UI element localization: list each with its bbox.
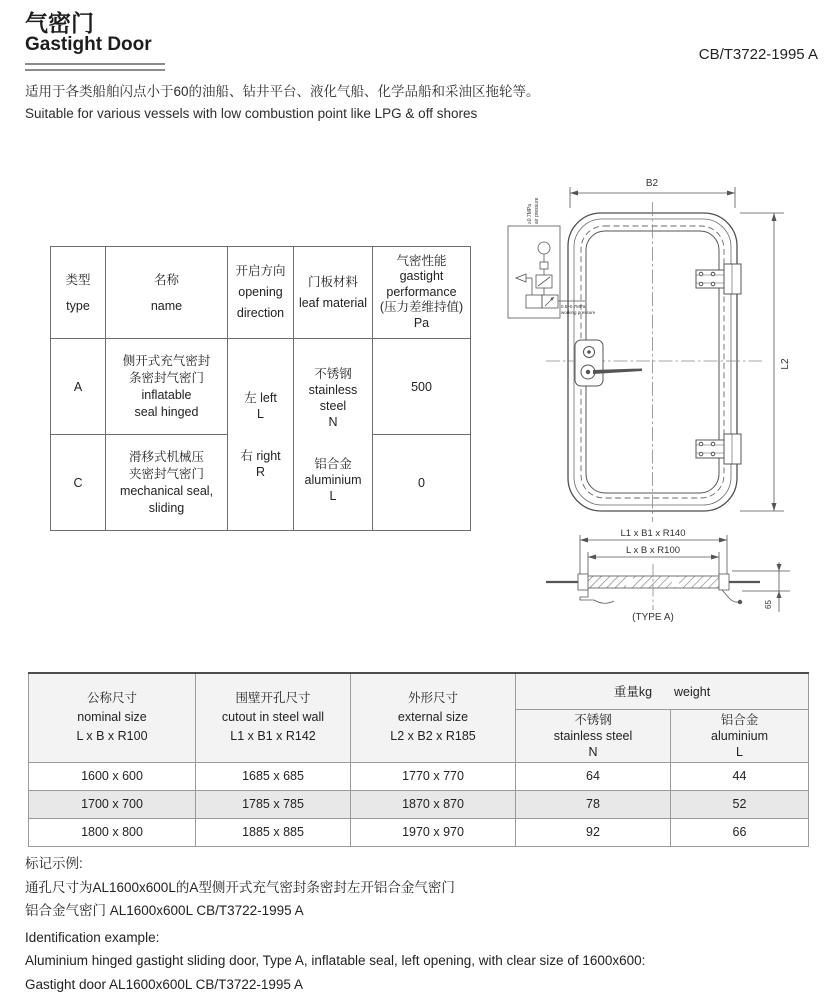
size-header-steel — [516, 709, 671, 762]
cutout-zh: 围壁开孔尺寸 — [235, 691, 311, 706]
cell-performance-c: 0 — [373, 435, 471, 531]
cell-type-c: C — [51, 435, 106, 531]
marking-line2-en: Gastight door AL1600x600L CB/T3722-1995 A — [25, 976, 303, 992]
nominal-formula: L x B x R100 — [76, 729, 148, 744]
header-type-zh: 类型 — [65, 272, 91, 287]
direction-left-label: 左 left — [244, 390, 277, 405]
marking-line1-zh: 通孔尺寸为AL1600x600L的A型侧开式充气密封条密封左开铝合金气密门 — [25, 879, 455, 895]
size-header-cutout — [196, 673, 351, 762]
cell-weight-alu: 44 — [671, 762, 809, 790]
cell-weight-steel: 92 — [516, 818, 671, 846]
weight-group-zh: 重量kg — [613, 685, 653, 700]
dimension-cutout-label: L1 x B1 x R140 — [620, 528, 686, 539]
material-steel-code: N — [328, 414, 338, 429]
marking-label-zh: 标记示例: — [25, 856, 83, 871]
name-c-en1: mechanical seal, — [119, 483, 214, 498]
title-underline — [25, 63, 165, 71]
spec-header-row — [51, 247, 471, 339]
air-pressure-label-1: ≥0.7MPa — [527, 204, 533, 224]
material-steel-zh: 不锈钢 — [314, 366, 352, 381]
cell-weight-steel: 78 — [516, 790, 671, 818]
cell-name-c — [106, 435, 228, 531]
spec-table — [50, 246, 471, 531]
header-name-en: name — [150, 298, 183, 313]
steel-en: stainless steel — [553, 728, 633, 743]
cell-nominal: 1700 x 700 — [29, 790, 196, 818]
spec-header-type — [51, 247, 106, 339]
header-mat-zh: 门板材料 — [307, 274, 358, 289]
marking-line2-zh: 铝合金气密门 AL1600x600L CB/T3722-1995 A — [25, 903, 304, 918]
material-alu — [305, 456, 362, 504]
cell-nominal: 1600 x 600 — [29, 762, 196, 790]
cell-external: 1870 x 870 — [351, 790, 516, 818]
cell-performance-a: 500 — [373, 339, 471, 435]
section-type-label: (TYPE A) — [632, 612, 674, 623]
cell-weight-alu: 52 — [671, 790, 809, 818]
material-alu-zh: 铝合金 — [314, 456, 352, 471]
direction-left — [244, 390, 277, 422]
cell-weight-steel: 64 — [516, 762, 671, 790]
alu-en: aluminium — [711, 728, 768, 743]
name-a-en2: seal hinged — [134, 404, 199, 419]
size-row-1700 — [29, 790, 809, 818]
size-header-alu — [671, 709, 809, 762]
technical-drawing — [500, 168, 830, 660]
size-header-nominal — [29, 673, 196, 762]
size-row-1800 — [29, 818, 809, 846]
header-type-en: type — [66, 298, 90, 313]
header-perf-en1: gastight — [399, 269, 444, 284]
cell-cutout: 1685 x 685 — [196, 762, 351, 790]
size-row-1600 — [29, 762, 809, 790]
dimension-depth-label: 65 — [764, 600, 773, 609]
name-a-en1: inflatable — [141, 387, 192, 402]
size-header-weight-group — [516, 673, 809, 709]
dimension-l2 — [740, 213, 791, 511]
spec-header-direction — [228, 247, 294, 339]
external-zh: 外形尺寸 — [407, 691, 458, 706]
name-a-zh2: 条密封气密门 — [128, 370, 204, 385]
spec-row-a — [51, 339, 471, 435]
size-header-external — [351, 673, 516, 762]
header-name-zh: 名称 — [153, 272, 179, 287]
direction-left-code: L — [257, 406, 264, 421]
material-alu-code: L — [329, 488, 337, 503]
nominal-zh: 公称尺寸 — [86, 691, 137, 706]
cell-external: 1770 x 770 — [351, 762, 516, 790]
dimension-b2-label: B2 — [645, 178, 659, 189]
material-steel — [296, 366, 370, 430]
working-pressure-label-1: 0.5~0.7MPa — [561, 304, 586, 309]
description-zh: 适用于各类船舶闪点小于60的油船、钻井平台、液化气船、化学品船和采油区拖轮等。 — [25, 84, 540, 99]
cell-name-a — [106, 339, 228, 435]
header-dir-zh: 开启方向 — [235, 264, 286, 278]
external-formula: L2 x B2 x R185 — [390, 729, 476, 744]
description-en: Suitable for various vessels with low combustion point like LPG & off shores — [25, 106, 478, 121]
cell-direction — [228, 339, 294, 531]
header-perf-zh: 气密性能 — [396, 253, 447, 268]
header-mat-en: leaf material — [298, 295, 368, 310]
direction-right-label: 右 right — [240, 448, 281, 463]
direction-right-code: R — [255, 464, 265, 479]
material-alu-en: aluminium — [304, 472, 362, 487]
header-perf-zh2: (压力差维持值) — [379, 300, 464, 315]
header-dir-en2: direction — [236, 306, 285, 320]
cell-external: 1970 x 970 — [351, 818, 516, 846]
marking-label-en: Identification example: — [25, 929, 160, 945]
nominal-en: nominal size — [77, 710, 147, 725]
alu-code: L — [736, 744, 743, 759]
header-perf-en2: performance — [386, 284, 457, 299]
header-perf-unit: Pa — [413, 315, 430, 330]
page-title-en: Gastight Door — [25, 34, 152, 55]
cell-type-a: A — [51, 339, 106, 435]
description — [25, 81, 540, 125]
cell-weight-alu: 66 — [671, 818, 809, 846]
material-steel-en: stainless steel — [308, 382, 358, 413]
name-a-zh1: 侧开式充气密封 — [122, 353, 211, 368]
dimension-l2-label: L2 — [780, 358, 791, 370]
cell-cutout: 1885 x 885 — [196, 818, 351, 846]
weight-group-en: weight — [674, 685, 711, 700]
identification-example — [25, 852, 645, 996]
standard-number: CB/T3722-1995 A — [698, 46, 818, 63]
direction-right — [240, 448, 280, 480]
cutout-en: cutout in steel wall — [221, 710, 325, 725]
working-pressure-label-2: working pressure — [561, 310, 596, 315]
dimension-clear-label: L x B x R100 — [625, 545, 681, 556]
alu-zh: 铝合金 — [720, 712, 759, 727]
cell-nominal: 1800 x 800 — [29, 818, 196, 846]
door-section-view — [546, 528, 790, 623]
cell-material — [294, 339, 373, 531]
name-c-zh1: 滑移式机械压 — [128, 449, 204, 464]
external-en: external size — [397, 710, 469, 725]
header-dir-en1: opening — [238, 285, 283, 299]
page-title-zh: 气密门 — [25, 10, 94, 36]
steel-zh: 不锈钢 — [574, 712, 612, 727]
cell-cutout: 1785 x 785 — [196, 790, 351, 818]
name-c-en2: sliding — [148, 500, 185, 515]
marking-line1-en: Aluminium hinged gastight sliding door, Type A, inflatable seal, left opening, with clear size of 1600x600: — [25, 953, 646, 968]
spec-header-name — [106, 247, 228, 339]
size-header-group-row — [29, 673, 809, 709]
steel-code: N — [588, 744, 598, 759]
spec-header-material — [294, 247, 373, 339]
air-pressure-label-2: air pressure — [534, 197, 540, 224]
spec-header-performance — [373, 247, 471, 339]
name-c-zh2: 夹密封气密门 — [128, 466, 204, 481]
size-table — [28, 672, 809, 847]
cutout-formula: L1 x B1 x R142 — [230, 729, 316, 744]
